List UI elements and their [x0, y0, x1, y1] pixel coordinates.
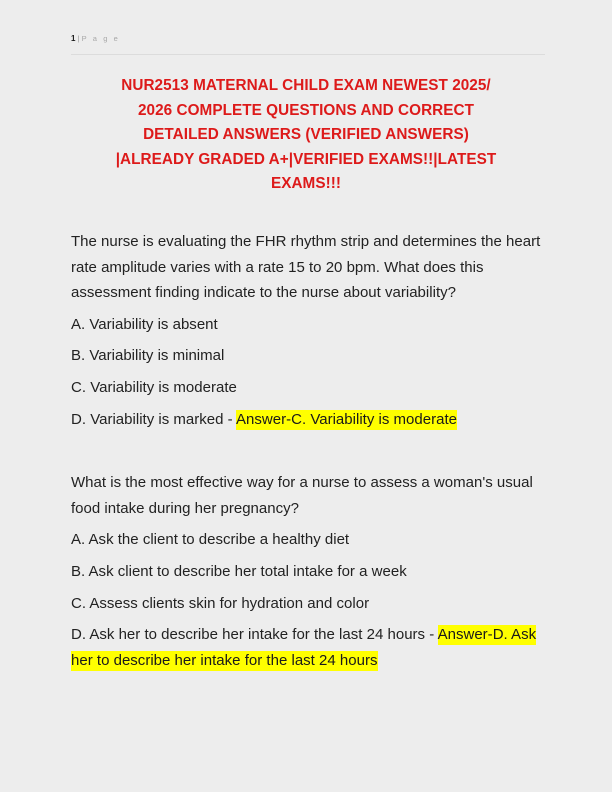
page-header — [71, 33, 545, 55]
option-text: D. Ask her to describe her intake for the last 24 hours - — [71, 626, 438, 644]
question-option-with-answer — [71, 622, 545, 673]
question-option: B. Ask client to describe her total intake for a week — [71, 562, 407, 580]
document-title — [66, 74, 546, 197]
question-stem: What is the most effective way for a nurse to assess a woman's usual food intake during her pregnancy? — [71, 474, 533, 517]
question-spacer — [71, 432, 545, 470]
question-option: A. Variability is absent — [71, 315, 218, 333]
page-label: P a g e — [81, 34, 120, 43]
document-title-line-1: NUR2513 MATERNAL CHILD EXAM NEWEST 2025/ — [121, 77, 491, 94]
question-option: B. Variability is minimal — [71, 347, 225, 365]
question-option: C. Assess clients skin for hydration and color — [71, 594, 370, 612]
document-title-line-5: EXAMS!!! — [270, 175, 342, 192]
option-text: D. Variability is marked - — [71, 410, 237, 428]
answer-highlight: Answer-D. Ask her to describe her intake for the last 24 hours — [71, 626, 537, 669]
question-block — [71, 470, 545, 673]
question-stem: The nurse is evaluating the FHR rhythm strip and determines the heart rate amplitude varies with a rate 15 to 20 bpm. What does this assessment finding indicate to the nurse about variability? — [71, 233, 541, 302]
question-option: C. Variability is moderate — [71, 378, 237, 396]
page-header-separator: | — [77, 34, 80, 43]
question-option: A. Ask the client to describe a healthy diet — [71, 531, 350, 549]
document-title-line-3: DETAILED ANSWERS (VERIFIED ANSWERS) — [143, 126, 469, 143]
document-body — [71, 229, 545, 673]
question-block — [71, 229, 545, 432]
answer-highlight: Answer-C. Variability is moderate — [236, 410, 458, 428]
document-title-line-4: |ALREADY GRADED A+|VERIFIED EXAMS!!|LATEST — [115, 150, 497, 168]
page-header-text — [71, 33, 545, 44]
question-option-with-answer — [71, 407, 545, 433]
document-title-line-2: 2026 COMPLETE QUESTIONS AND CORRECT — [137, 101, 475, 119]
page-number: 1 — [71, 34, 76, 43]
